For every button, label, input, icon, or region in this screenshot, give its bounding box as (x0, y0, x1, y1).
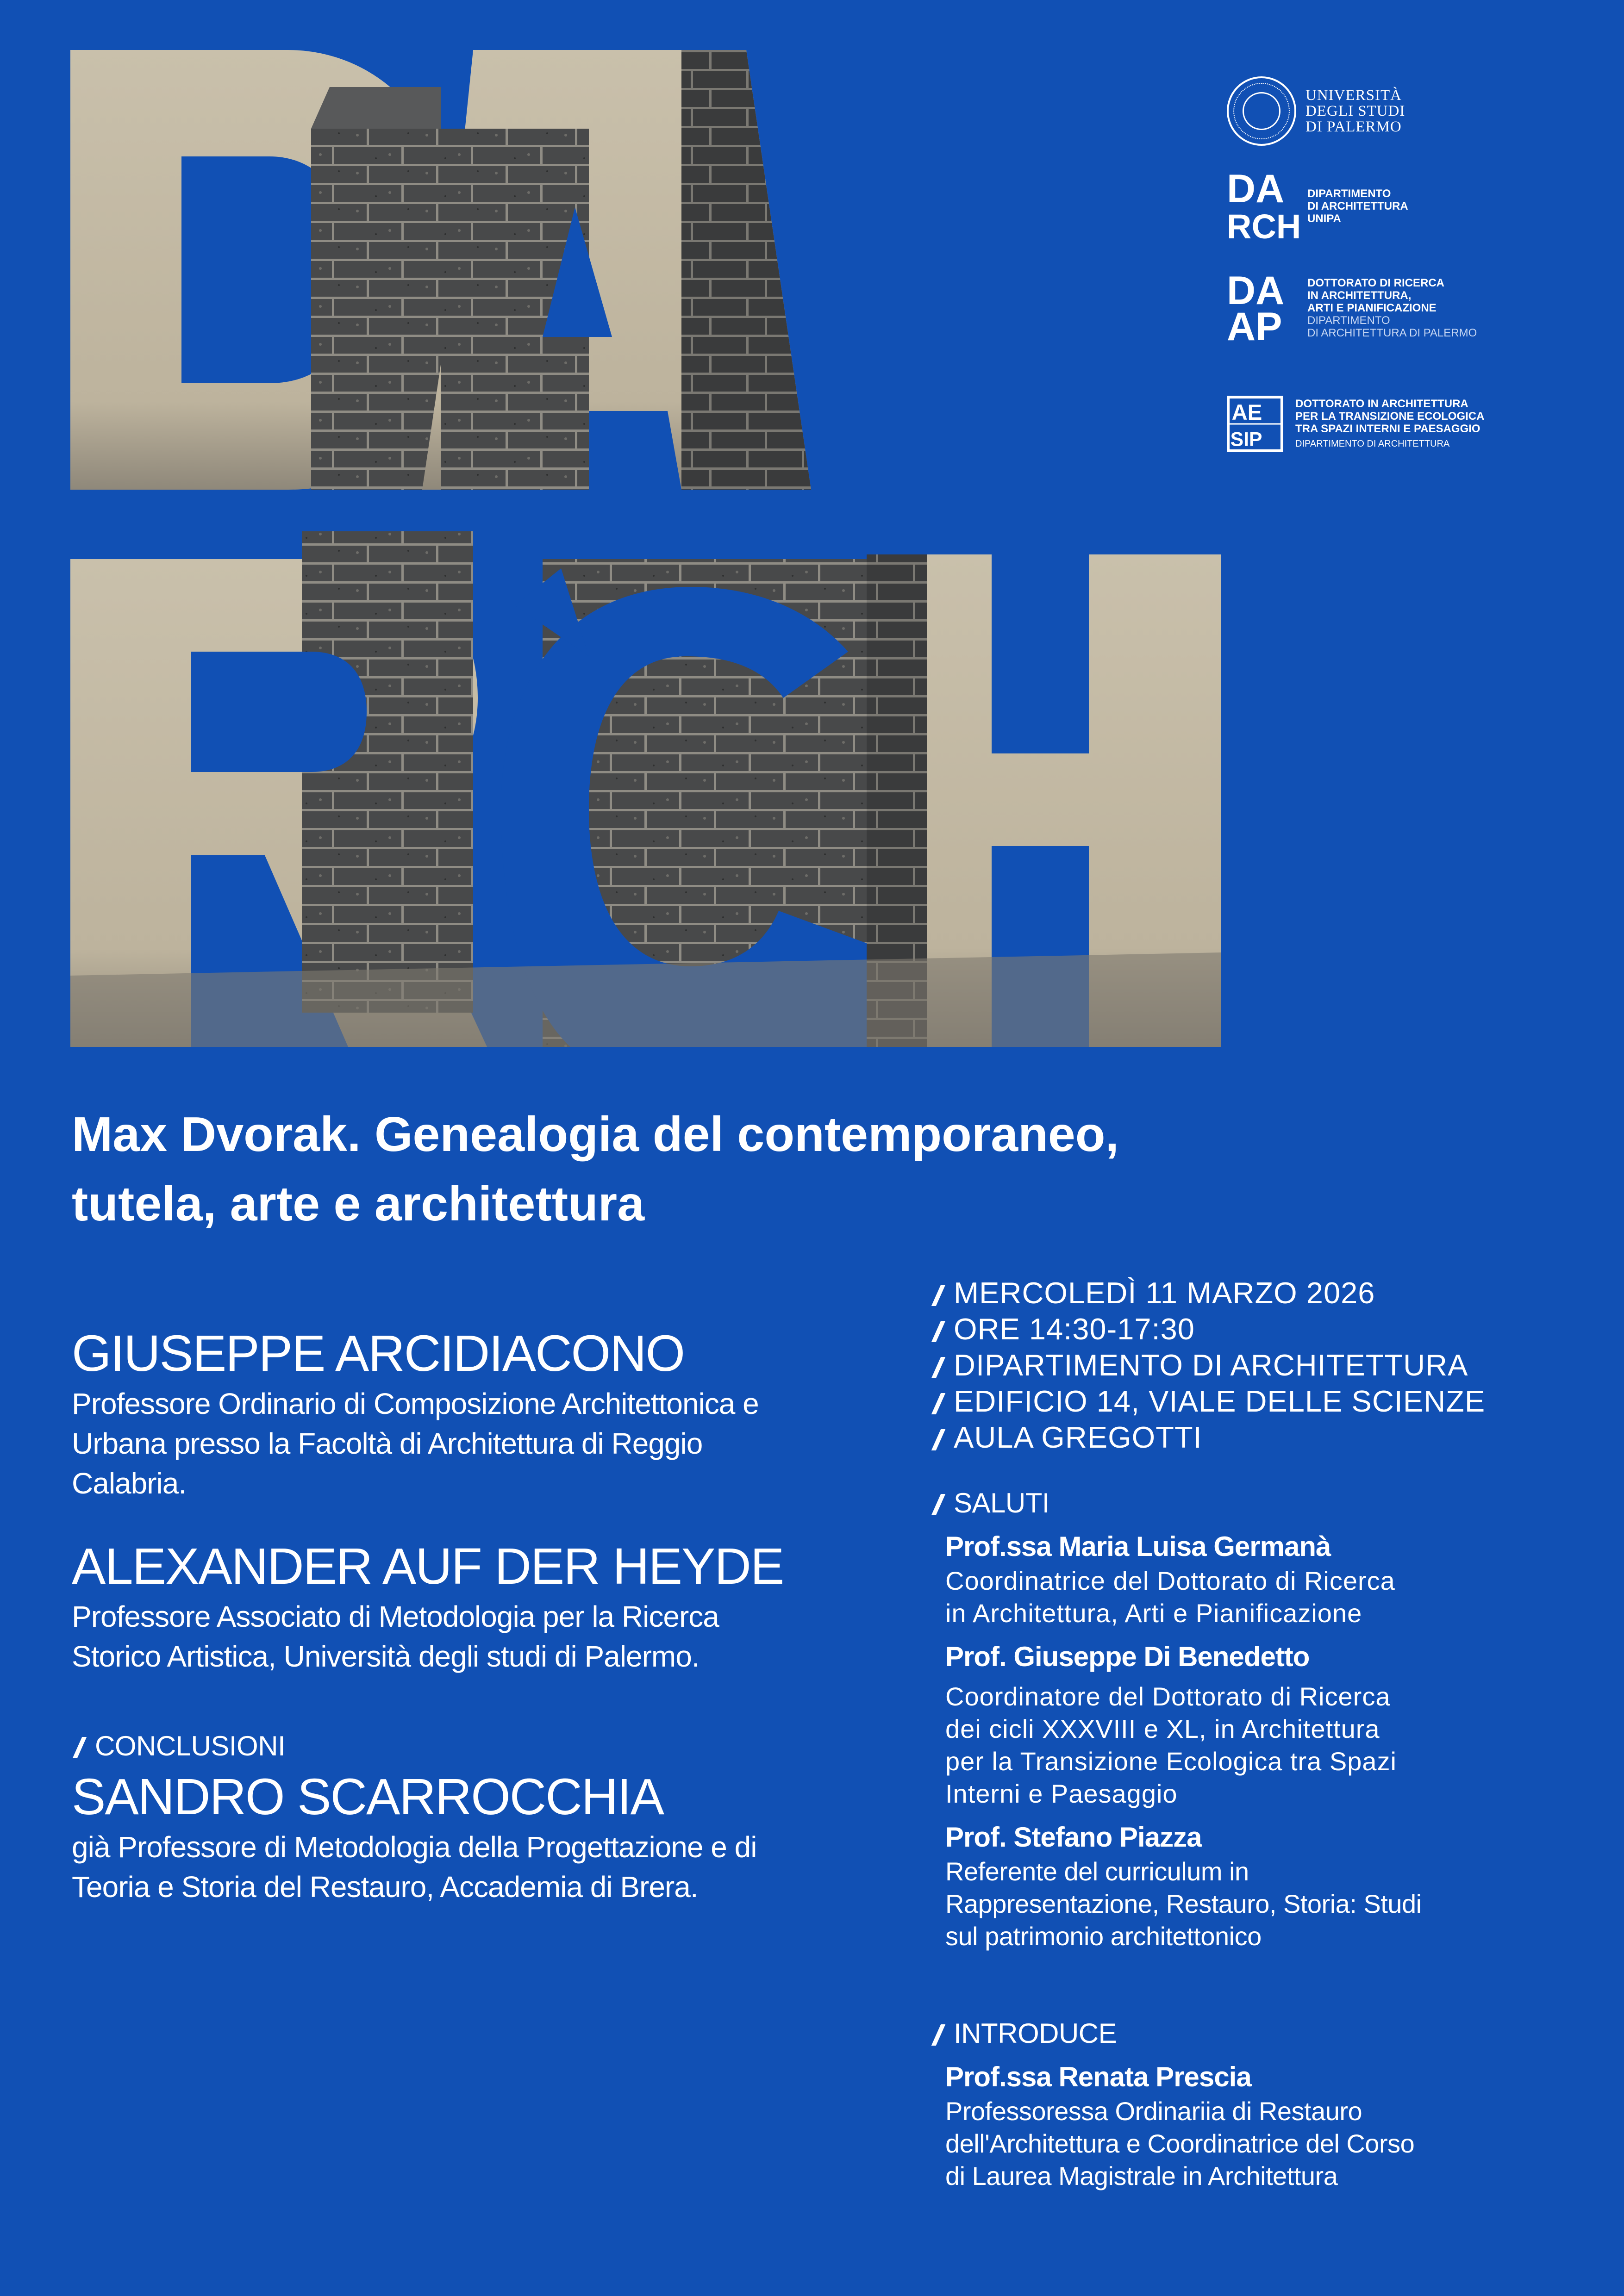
event-details-column (931, 1275, 1532, 2192)
slash-icon (931, 1429, 944, 1450)
event-date: MERCOLEDÌ 11 MARZO 2026 (931, 1275, 1532, 1311)
event-title (72, 1100, 1461, 1238)
person-name: Prof. Giuseppe Di Benedetto (945, 1641, 1310, 1672)
introduction-label: INTRODUCE (931, 2017, 1532, 2050)
aesip-logo (1227, 396, 1484, 452)
speaker-name: GIUSEPPE ARCIDIACONO (72, 1325, 685, 1382)
unipa-seal-icon (1227, 76, 1296, 146)
letter-a (422, 50, 811, 490)
darch-wordmark: DIPARTIMENTO DI ARCHITETTURA UNIPA (1307, 187, 1408, 225)
svg-text:AE: AE (1231, 400, 1262, 425)
introducer (931, 2059, 1532, 2192)
darch-logo (1227, 169, 1408, 243)
greeting-person (945, 1819, 1532, 1953)
greeting-person (945, 1639, 1532, 1810)
conclusions-block (72, 1730, 896, 1907)
person-name: Prof.ssa Maria Luisa Germanà (945, 1531, 1331, 1562)
person-role: Professoressa Ordinariia di Restauro dell'Architettura e Coordinatrice del Corso di Laurea Magistrale in Architettura (945, 2097, 1415, 2190)
darch-mark-icon (1227, 169, 1301, 243)
slash-icon (72, 1737, 86, 1758)
person-role: Coordinatrice del Dottorato di Ricerca in Architettura, Arti e Pianificazione (945, 1566, 1395, 1628)
person-role: Coordinatore del Dottorato di Ricerca dei cicli XXXVIII e XL, in Architettura per la Transizione Ecologica tra Spazi Interni e Paesaggio (945, 1682, 1397, 1808)
speaker-block (72, 1537, 896, 1676)
speaker-block (72, 1324, 896, 1503)
event-address: EDIFICIO 14, VIALE DELLE SCIENZE (931, 1383, 1532, 1419)
event-room: AULA GREGOTTI (931, 1419, 1532, 1456)
daap-mark-icon (1227, 271, 1301, 345)
svg-text:DA: DA (1227, 169, 1285, 211)
daap-logo (1227, 271, 1477, 345)
event-info (931, 1275, 1532, 1456)
daap-wordmark: DOTTORATO DI RICERCA IN ARCHITETTURA, ARTI E PIANIFICAZIONE DIPARTIMENTO DI ARCHITETTURA DI PALERMO (1307, 276, 1477, 339)
svg-text:SIP: SIP (1230, 428, 1262, 451)
speaker-name: ALEXANDER AUF DER HEYDE (72, 1538, 784, 1595)
darch-photo-letters (70, 50, 1221, 1047)
unipa-wordmark: UNIVERSITÀ DEGLI STUDI DI PALERMO (1305, 87, 1405, 135)
greeting-person (945, 1529, 1532, 1630)
aesip-mark-icon (1227, 396, 1283, 452)
speakers-column (72, 1324, 896, 1907)
person-name: Prof.ssa Renata Prescia (945, 2061, 1251, 2092)
event-venue: DIPARTIMENTO DI ARCHITETTURA (931, 1347, 1532, 1383)
slash-icon (931, 2024, 944, 2046)
title-line-2: tutela, arte e architettura (72, 1176, 645, 1231)
speaker-description: Professore Associato di Metodologia per la Ricerca Storico Artistica, Università degli studi di Palermo. (72, 1600, 719, 1673)
person-name: Prof. Stefano Piazza (945, 1822, 1202, 1853)
letter-d (70, 50, 461, 490)
svg-text:DA: DA (1227, 271, 1285, 313)
slash-icon (931, 1285, 944, 1306)
slash-icon (931, 1321, 944, 1342)
svg-text:RCH: RCH (1227, 207, 1301, 243)
speaker-description: già Professore di Metodologia della Progettazione e di Teoria e Storia del Restauro, Accademia di Brera. (72, 1830, 757, 1904)
hero-image (70, 50, 1221, 1047)
svg-text:AP: AP (1227, 305, 1282, 345)
greetings-list (931, 1529, 1532, 1953)
greetings-section (931, 1487, 1532, 1953)
slash-icon (931, 1357, 944, 1378)
event-time: ORE 14:30-17:30 (931, 1311, 1532, 1347)
greetings-label: SALUTI (931, 1487, 1532, 1519)
aesip-wordmark: DOTTORATO IN ARCHITETTURA PER LA TRANSIZIONE ECOLOGICA TRA SPAZI INTERNI E PAESAGGIO DIPARTIMENTO DI ARCHITETTURA (1295, 398, 1485, 449)
conclusions-label: CONCLUSIONI (72, 1730, 896, 1762)
unipa-logo (1227, 76, 1405, 146)
introduction-section (931, 2017, 1532, 2192)
speaker-description: Professore Ordinario di Composizione Architettonica e Urbana presso la Facoltà di Architettura di Reggio Calabria. (72, 1387, 759, 1500)
slash-icon (931, 1393, 944, 1414)
title-line-1: Max Dvorak. Genealogia del contemporaneo, (72, 1107, 1119, 1162)
speaker-name: SANDRO SCARROCCHIA (72, 1768, 664, 1825)
person-role: Referente del curriculum in Rappresentazione, Restauro, Storia: Studi sul patrimonio architettonico (945, 1857, 1422, 1951)
slash-icon (931, 1494, 944, 1515)
